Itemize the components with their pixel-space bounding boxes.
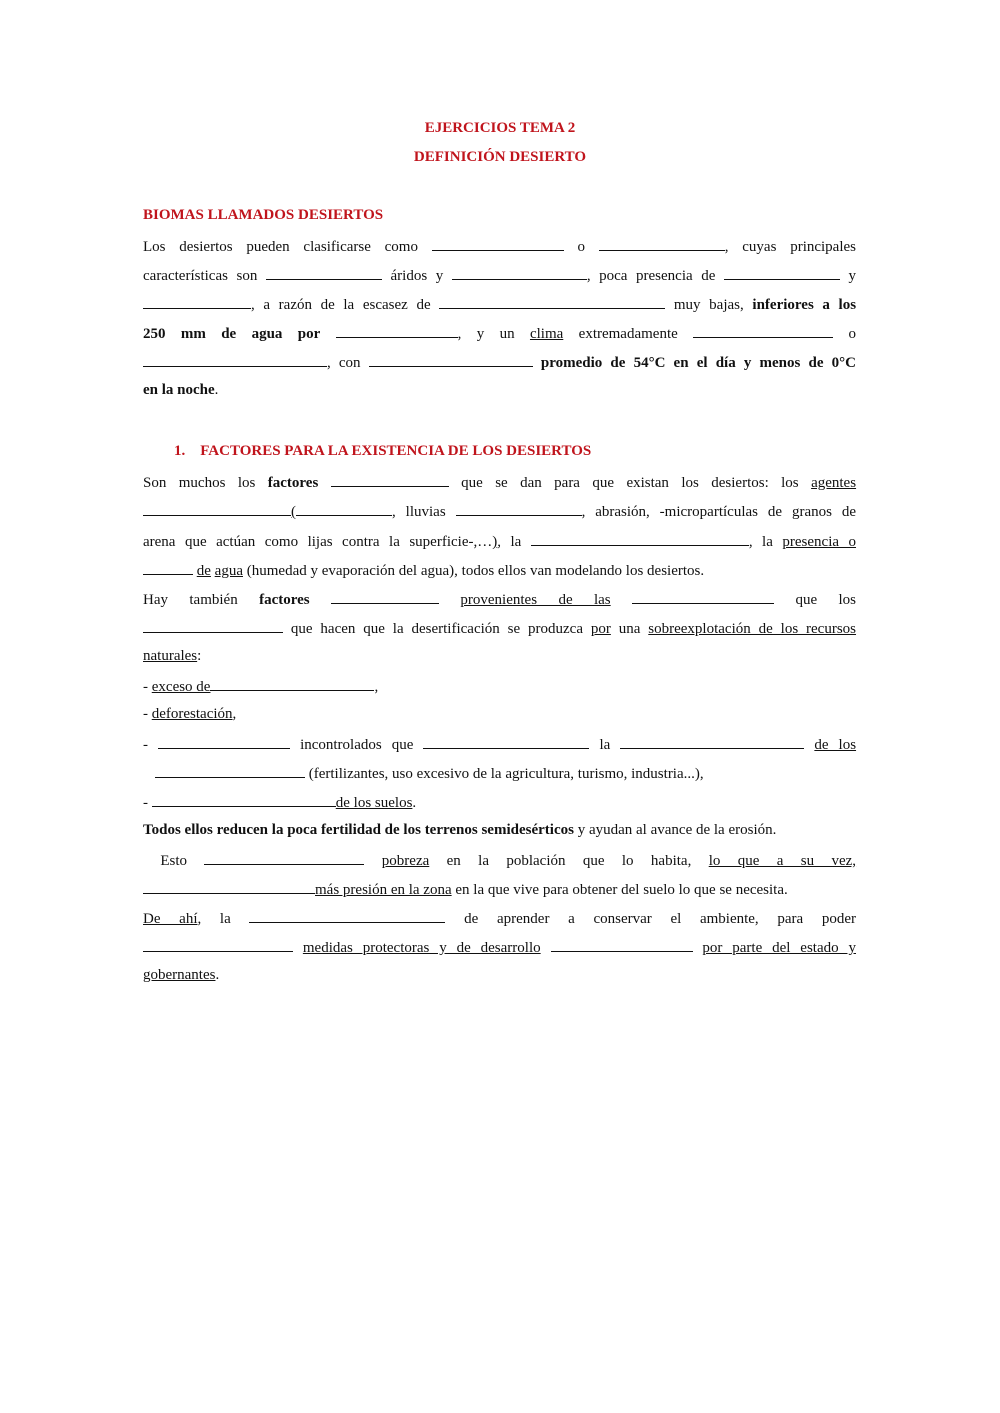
blank-field[interactable]: [143, 293, 251, 309]
section-heading-biomas: BIOMAS LLAMADOS DESIERTOS: [143, 207, 384, 223]
biomas-line-5: , con promedio de 54°C en el día y menos de 0°C: [143, 351, 856, 373]
blank-field[interactable]: [158, 733, 290, 749]
blank-field[interactable]: [155, 762, 305, 778]
factores-line-3: arena que actúan como lijas contra la superficie-,…), la , la presencia o: [143, 530, 856, 552]
blank-field[interactable]: [439, 293, 665, 309]
blank-field[interactable]: [143, 351, 327, 367]
factores-line-14: Esto pobreza en la población que lo habita, lo que a su vez,: [143, 849, 856, 871]
biomas-line-2: características son áridos y , poca presencia de y: [143, 264, 856, 286]
blank-field[interactable]: [143, 936, 293, 952]
blank-field[interactable]: [531, 530, 749, 546]
blank-field[interactable]: [204, 849, 364, 865]
blank-field[interactable]: [599, 235, 725, 251]
blank-field[interactable]: [266, 264, 382, 280]
factores-line-7: naturales:: [143, 648, 202, 664]
factores-line-12: - de los suelos.: [143, 791, 416, 813]
blank-field[interactable]: [632, 588, 774, 604]
blank-field[interactable]: [620, 733, 804, 749]
factores-line-4: de agua (humedad y evaporación del agua), todos ellos van modelando los desiertos.: [143, 559, 704, 581]
document-subtitle: DEFINICIÓN DESIERTO: [413, 149, 587, 165]
biomas-line-6: en la noche.: [143, 382, 219, 398]
blank-field[interactable]: [143, 617, 283, 633]
blank-field[interactable]: [143, 878, 315, 894]
factores-line-17: medidas protectoras y de desarrollo por parte del estado y: [143, 936, 856, 958]
blank-field[interactable]: [452, 264, 587, 280]
factores-line-6: que hacen que la desertificación se produzca por una sobreexplotación de los recursos: [143, 617, 856, 639]
factores-line-13: Todos ellos reducen la poca fertilidad de los terrenos semidesérticos y ayudan al avance de la erosión.: [143, 822, 777, 838]
factores-line-5: Hay también factores provenientes de las que los: [143, 588, 856, 610]
factores-line-11: (fertilizantes, uso excesivo de la agricultura, turismo, industria...),: [155, 762, 704, 784]
blank-field[interactable]: [432, 235, 564, 251]
blank-field[interactable]: [143, 500, 291, 516]
section-heading-factores: 1. FACTORES PARA LA EXISTENCIA DE LOS DESIERTOS: [174, 443, 592, 459]
biomas-line-1: Los desiertos pueden clasificarse como o , cuyas principales: [143, 235, 856, 257]
blank-field[interactable]: [143, 559, 193, 575]
document-title: EJERCICIOS TEMA 2: [424, 120, 576, 136]
factores-line-18: gobernantes.: [143, 967, 220, 983]
factores-line-10: - incontrolados que la de los: [143, 733, 856, 755]
blank-field[interactable]: [456, 500, 582, 516]
factores-line-16: De ahí, la de aprender a conservar el ambiente, para poder: [143, 907, 856, 929]
biomas-line-4: 250 mm de agua por , y un clima extremadamente o: [143, 322, 856, 344]
blank-field[interactable]: [369, 351, 533, 367]
factores-line-9: - deforestación,: [143, 706, 237, 722]
blank-field[interactable]: [249, 907, 445, 923]
factores-line-15: más presión en la zona en la que vive para obtener del suelo lo que se necesita.: [143, 878, 788, 900]
biomas-line-3: , a razón de la escasez de muy bajas, inferiores a los: [143, 293, 856, 315]
blank-field[interactable]: [296, 500, 392, 516]
blank-field[interactable]: [693, 322, 833, 338]
factores-line-8: - exceso de ,: [143, 675, 378, 697]
blank-field[interactable]: [331, 588, 439, 604]
blank-field[interactable]: [210, 675, 374, 691]
blank-field[interactable]: [423, 733, 589, 749]
blank-field[interactable]: [331, 471, 449, 487]
blank-field[interactable]: [724, 264, 840, 280]
blank-field[interactable]: [551, 936, 693, 952]
factores-line-1: Son muchos los factores que se dan para que existan los desiertos: los agentes: [143, 471, 856, 493]
factores-line-2: ( , lluvias , abrasión, -micropartículas de granos de: [143, 500, 856, 522]
blank-field[interactable]: [152, 791, 336, 807]
blank-field[interactable]: [336, 322, 458, 338]
